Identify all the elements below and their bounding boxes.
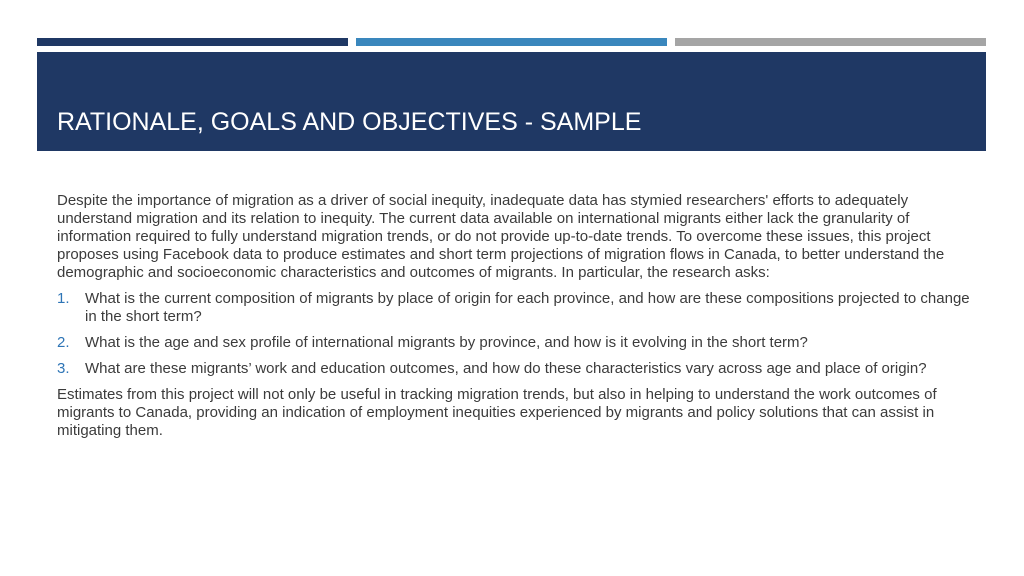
list-item [57, 334, 977, 352]
conclusion-paragraph: Estimates from this project will not only be useful in tracking migration trends, but also in helping to understand the work outcomes of migrants to Canada, providing an indication of employment inequities experienced by migrants and policy solutions that can assist in mitigating them. [57, 386, 937, 439]
list-item-text: What is the current composition of migrants by place of origin for each province, and how are these compositions projected to change in the short term? [85, 290, 970, 325]
research-questions-list [57, 290, 977, 378]
list-number: 1. [57, 290, 70, 307]
list-number: 3. [57, 360, 70, 377]
list-item-text: What is the age and sex profile of international migrants by province, and how is it evolving in the short term? [85, 334, 808, 351]
list-item [57, 360, 977, 378]
list-item [57, 290, 977, 326]
list-item-text: What are these migrants’ work and education outcomes, and how do these characteristics vary across age and place of origin? [85, 360, 927, 377]
top-stripe-blue [356, 38, 667, 46]
slide-body [57, 192, 977, 448]
top-stripe-dark [37, 38, 348, 46]
top-stripe-gray [675, 38, 986, 46]
slide-title: RATIONALE, GOALS AND OBJECTIVES - SAMPLE [57, 108, 642, 136]
intro-paragraph: Despite the importance of migration as a driver of social inequity, inadequate data has stymied researchers' efforts to adequately understand migration and its relation to inequity. The current data available on international migrants either lack the granularity of information required to fully understand migration trends, or do not provide up-to-date trends. To overcome these issues, this project proposes using Facebook data to produce estimates and short term projections of migration flows in Canada, to better understand the demographic and socioeconomic characteristics and outcomes of migrants. In particular, the research asks: [57, 192, 945, 281]
list-number: 2. [57, 334, 70, 351]
title-banner [37, 52, 986, 151]
